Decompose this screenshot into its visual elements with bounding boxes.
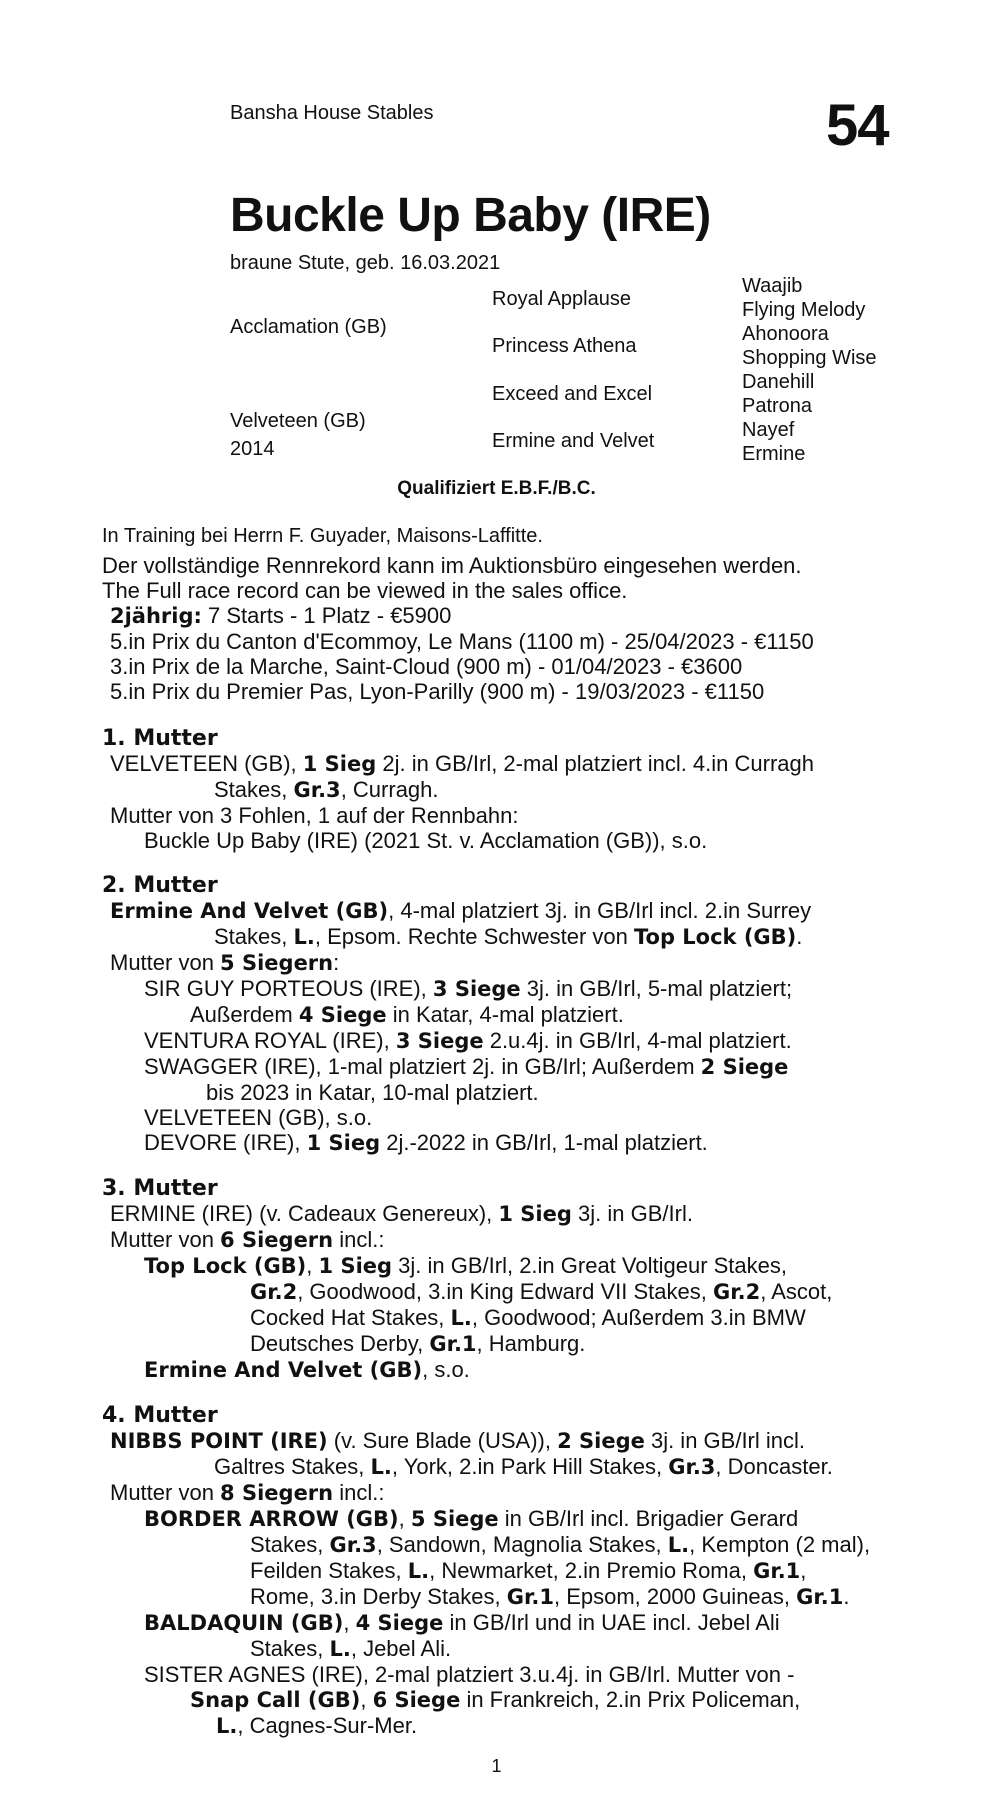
text: Stakes,	[214, 924, 294, 949]
dam4-progeny: SISTER AGNES (IRE), 2-mal platziert 3.u.4j. in GB/Irl. Mutter von -	[144, 1662, 795, 1687]
text: 2 Siege	[557, 1429, 645, 1453]
text: ,	[343, 1610, 356, 1635]
text: 3 Siege	[395, 1029, 484, 1053]
text: in GB/Irl und in UAE incl. Jebel Ali	[443, 1610, 780, 1635]
text: Top Lock (GB)	[144, 1254, 307, 1278]
dam3-line	[102, 1201, 902, 1227]
text: 2 Siege	[700, 1055, 789, 1079]
dam4-progeny	[102, 1610, 902, 1636]
dam4-progeny	[102, 1713, 902, 1739]
horse-name: Buckle Up Baby (IRE)	[230, 189, 711, 242]
text: Gr.3	[329, 1533, 377, 1557]
text: in GB/Irl incl. Brigadier Gerard	[498, 1506, 799, 1531]
text: L.	[293, 925, 315, 949]
dam3-progeny	[102, 1279, 902, 1305]
text: Ermine And Velvet (GB)	[144, 1358, 423, 1382]
text: Gr.1	[506, 1585, 554, 1609]
text: 2.u.4j. in GB/Irl, 4-mal platziert.	[483, 1028, 792, 1053]
dam4-line	[102, 1428, 902, 1454]
dam4-progeny	[102, 1584, 902, 1610]
dam4-heading: 4. Mutter	[102, 1403, 218, 1428]
qualification: Qualifiziert E.B.F./B.C.	[397, 478, 596, 499]
text: L.	[450, 1306, 472, 1330]
dam2-progeny	[102, 1002, 902, 1028]
dam3-progeny	[102, 1253, 902, 1279]
text: NIBBS POINT (IRE)	[110, 1429, 328, 1453]
text: L.	[407, 1559, 430, 1583]
text: L.	[216, 1714, 238, 1738]
dam4-progeny	[102, 1636, 902, 1662]
text: VENTURA ROYAL (IRE),	[144, 1028, 396, 1053]
dam1-line: Buckle Up Baby (IRE) (2021 St. v. Acclamation (GB)), s.o.	[144, 828, 708, 853]
dam1-line	[102, 777, 902, 803]
text: Snap Call (GB)	[190, 1688, 361, 1712]
text: .	[843, 1584, 850, 1609]
pedigree-dam-dam: Ermine and Velvet	[492, 430, 655, 452]
text: Außerdem	[190, 1002, 299, 1027]
text: Gr.1	[796, 1585, 844, 1609]
dam2-progeny	[102, 1054, 902, 1080]
dam2-progeny: bis 2023 in Katar, 10-mal platziert.	[206, 1080, 539, 1105]
text: ,	[800, 1558, 807, 1583]
text: Gr.1	[429, 1332, 477, 1356]
dam3-progeny	[102, 1305, 902, 1331]
pedigree-sire: Acclamation (GB)	[230, 316, 387, 338]
dam2-progeny	[102, 976, 902, 1002]
text: (v. Sure Blade (USA)),	[327, 1428, 558, 1453]
dam2-progeny: VELVETEEN (GB), s.o.	[144, 1105, 373, 1130]
text: , Sandown, Magnolia Stakes,	[376, 1532, 668, 1557]
text: in Katar, 4-mal platziert.	[386, 1002, 624, 1027]
text: 3j. in GB/Irl, 5-mal platziert;	[520, 976, 793, 1001]
text: Gr.2	[250, 1280, 298, 1304]
text: Mutter von	[110, 1227, 221, 1252]
text: VELVETEEN (GB),	[110, 751, 303, 776]
text: Stakes,	[250, 1636, 330, 1661]
text: , Curragh.	[340, 777, 439, 802]
dam4-progeny	[102, 1506, 902, 1532]
dam4-progeny	[102, 1532, 902, 1558]
text: , Doncaster.	[715, 1454, 833, 1479]
text: 8 Siegern	[220, 1481, 334, 1505]
two-year-old-label: 2jährig:	[110, 604, 202, 628]
text: 3j. in GB/Irl.	[571, 1201, 693, 1226]
dam4-line	[102, 1454, 902, 1480]
text: , Epsom, 2000 Guineas,	[553, 1584, 797, 1609]
text: Mutter von	[110, 1480, 221, 1505]
text: Gr.1	[753, 1559, 801, 1583]
dam4-progeny	[102, 1558, 902, 1584]
stable-name: Bansha House Stables	[230, 102, 434, 124]
catalogue-body	[102, 524, 902, 1739]
pedigree-dam-sire: Exceed and Excel	[492, 383, 653, 405]
text: , Epsom. Rechte Schwester von	[314, 924, 634, 949]
text: DEVORE (IRE),	[144, 1130, 307, 1155]
text: Top Lock (GB)	[633, 925, 797, 949]
dam2-line	[102, 898, 902, 924]
two-year-old-summary	[102, 603, 902, 629]
pedigree-sire-sire: Royal Applause	[492, 288, 631, 310]
text: , 4-mal platziert 3j. in GB/Irl incl. 2.in Surrey	[388, 898, 812, 923]
dam4-line	[102, 1480, 902, 1506]
pedigree-gen3: Ahonoora	[742, 323, 829, 345]
pedigree-sire-dam: Princess Athena	[492, 335, 637, 357]
page-number: 1	[491, 1756, 502, 1776]
dam4-progeny	[102, 1687, 902, 1713]
record-note-de: Der vollständige Rennrekord kann im Auktionsbüro eingesehen werden.	[102, 553, 802, 578]
text: 4 Siege	[355, 1611, 444, 1635]
text: ,	[398, 1506, 411, 1531]
text: L.	[329, 1637, 351, 1661]
text: Deutsches Derby,	[250, 1331, 430, 1356]
pedigree-dam-year: 2014	[230, 438, 275, 460]
text: SWAGGER (IRE), 1-mal platziert 2j. in GB/Irl; Außerdem	[144, 1054, 701, 1079]
record-note-en: The Full race record can be viewed in the sales office.	[102, 578, 628, 603]
text: Gr.3	[668, 1455, 716, 1479]
pedigree-gen3: Waajib	[742, 275, 803, 297]
text: , s.o.	[422, 1357, 470, 1382]
text: 2j.-2022 in GB/Irl, 1-mal platziert.	[380, 1130, 708, 1155]
text: 3 Siege	[432, 977, 521, 1001]
text: , Jebel Ali.	[350, 1636, 452, 1661]
dam2-line	[102, 924, 902, 950]
dam3-line	[102, 1227, 902, 1253]
dam2-line	[102, 950, 902, 976]
text: , York, 2.in Park Hill Stakes,	[391, 1454, 669, 1479]
dam1-line	[102, 751, 902, 777]
dam3-heading: 3. Mutter	[102, 1176, 218, 1201]
text: Rome, 3.in Derby Stakes,	[250, 1584, 507, 1609]
text: 2j. in GB/Irl, 2-mal platziert incl. 4.in Curragh	[376, 751, 814, 776]
text: 1 Sieg	[498, 1202, 572, 1226]
text: L.	[667, 1533, 690, 1557]
text: ERMINE (IRE) (v. Cadeaux Genereux),	[110, 1201, 499, 1226]
pedigree-gen3: Danehill	[742, 371, 815, 393]
text: incl.:	[333, 1227, 385, 1252]
text: , Hamburg.	[476, 1331, 586, 1356]
text: Ermine And Velvet (GB)	[110, 899, 389, 923]
text: BORDER ARROW (GB)	[144, 1507, 399, 1531]
text: , Newmarket, 2.in Premio Roma,	[429, 1558, 754, 1583]
text: ,	[306, 1253, 319, 1278]
text: ,	[360, 1687, 373, 1712]
two-year-old-stats: 7 Starts - 1 Platz - €5900	[201, 603, 452, 628]
text: Stakes,	[250, 1532, 330, 1557]
text: , Cagnes-Sur-Mer.	[237, 1713, 418, 1738]
text: 1 Sieg	[318, 1254, 393, 1278]
text: 3j. in GB/Irl, 2.in Great Voltigeur Stakes,	[392, 1253, 788, 1278]
text: , Kempton (2 mal),	[689, 1532, 871, 1557]
text: 1 Sieg	[302, 752, 377, 776]
text: 6 Siege	[372, 1688, 461, 1712]
pedigree-dam: Velveteen (GB)	[230, 410, 366, 432]
text: , Goodwood, 3.in King Edward VII Stakes,	[297, 1279, 713, 1304]
training-note: In Training bei Herrn F. Guyader, Maisons-Laffitte.	[102, 525, 543, 547]
text: 5 Siegern	[220, 951, 334, 975]
text: L.	[370, 1455, 392, 1479]
text: 6 Siegern	[220, 1228, 334, 1252]
dam3-progeny	[102, 1357, 902, 1383]
pedigree-gen3: Flying Melody	[742, 299, 866, 321]
race-result: 3.in Prix de la Marche, Saint-Cloud (900 m) - 01/04/2023 - €3600	[110, 654, 743, 679]
dam2-progeny	[102, 1028, 902, 1054]
text: Mutter von	[110, 950, 221, 975]
dam1-line: Mutter von 3 Fohlen, 1 auf der Rennbahn:	[110, 803, 519, 828]
text: BALDAQUIN (GB)	[144, 1611, 344, 1635]
text: Stakes,	[214, 777, 294, 802]
text: Galtres Stakes,	[214, 1454, 371, 1479]
text: 4 Siege	[298, 1003, 387, 1027]
pedigree-gen3: Patrona	[742, 395, 813, 417]
text: , Ascot,	[760, 1279, 833, 1304]
pedigree-gen3: Shopping Wise	[742, 347, 877, 369]
pedigree-gen3: Nayef	[742, 419, 795, 441]
lot-number: 54	[826, 93, 889, 158]
dam2-heading: 2. Mutter	[102, 873, 218, 898]
text: Gr.3	[293, 778, 341, 802]
text: Feilden Stakes,	[250, 1558, 408, 1583]
text: 5 Siege	[410, 1507, 499, 1531]
text: Gr.2	[713, 1280, 761, 1304]
text: in Frankreich, 2.in Prix Policeman,	[460, 1687, 801, 1712]
text: 3j. in GB/Irl incl.	[644, 1428, 805, 1453]
text: .	[796, 924, 803, 949]
race-result: 5.in Prix du Premier Pas, Lyon-Parilly (900 m) - 19/03/2023 - €1150	[110, 679, 765, 704]
horse-description: braune Stute, geb. 16.03.2021	[230, 252, 501, 274]
text: incl.:	[333, 1480, 385, 1505]
race-result: 5.in Prix du Canton d'Ecommoy, Le Mans (1100 m) - 25/04/2023 - €1150	[110, 629, 814, 654]
dam2-progeny	[102, 1130, 902, 1156]
text: :	[333, 950, 340, 975]
text: Cocked Hat Stakes,	[250, 1305, 451, 1330]
text: 1 Sieg	[306, 1131, 381, 1155]
text: SIR GUY PORTEOUS (IRE),	[144, 976, 433, 1001]
dam1-heading: 1. Mutter	[102, 726, 218, 751]
dam3-progeny	[102, 1331, 902, 1357]
text: , Goodwood; Außerdem 3.in BMW	[471, 1305, 806, 1330]
pedigree-gen3: Ermine	[742, 443, 806, 465]
